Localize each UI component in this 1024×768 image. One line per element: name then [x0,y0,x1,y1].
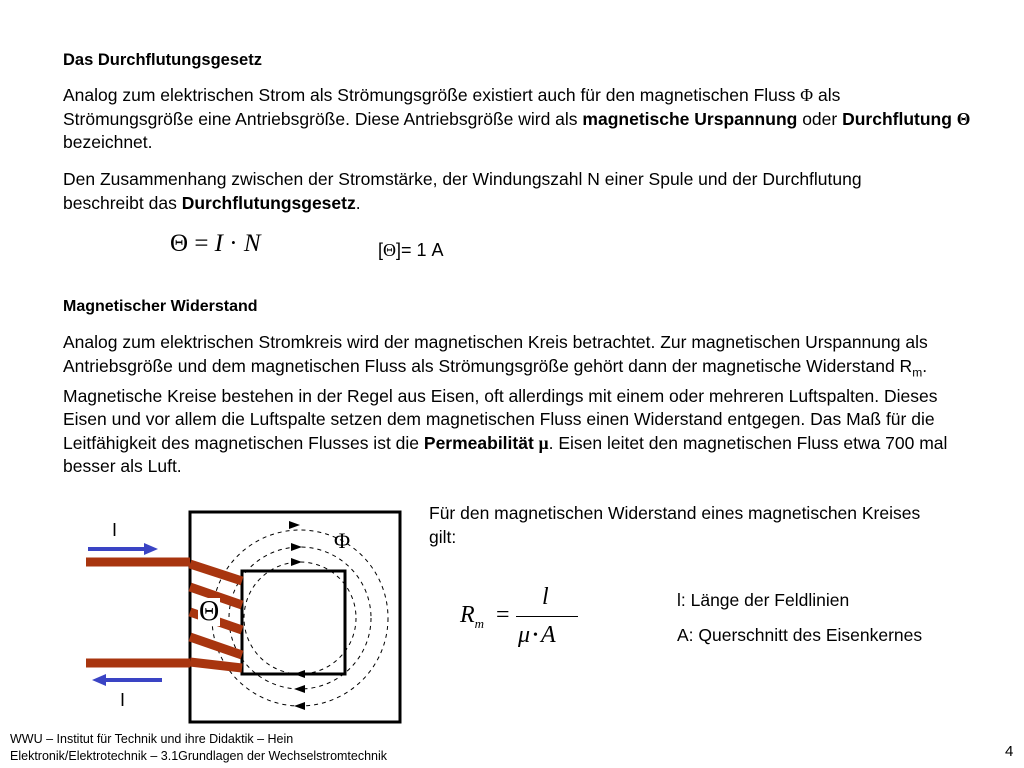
reluctance-intro: Für den magnetischen Widerstand eines magnetischen Kreises gilt: [429,503,921,547]
bold-permeabilitaet: Permeabilität [423,432,539,453]
bold-magnetische-urspannung: magnetische Urspannung [582,108,798,129]
iron-core-outer [190,512,400,722]
iron-core-window [242,571,345,674]
paragraph-zusammenhang: Den Zusammenhang zwischen der Stromstärke, der Windungszahl N einer Spule und der Durchflutung beschreibt das Durchflutungsgesetz. [63,169,862,213]
footer-line-1: WWU – Institut für Technik und ihre Didaktik – Hein [10,732,294,746]
formula-lhs: $R_m$ [460,602,485,631]
paragraph-durchflutung: Analog zum elektrischen Strom als Strömungsgröße existiert auch für den magnetischen Fluss Φ als Strömungsgröße eine Antriebsgröße. Diese Antriebsgröße wird als magnetische Urspannung oder Durchflutung Θ bezeichnet. [63,85,971,152]
formula-denominator: μ • A [518,622,556,648]
formula-reluctance [460,584,590,654]
current-label-bottom: I [120,690,126,710]
flux-label-phi: Φ [334,528,351,553]
fraction-bar [516,616,578,617]
paragraph-magnetischer-widerstand: Analog zum elektrischen Stromkreis wird der magnetischen Kreis betrachtet. Zur magnetischen Urspannung als Antriebsgröße und dem magnetischen Fluss als Strömungsgröße gehört dann der magnetische Widerstand $R_m$. Magnetische Kreise bestehen in der Regel aus Eisen, oft allerdings mit einem oder mehreren Luftspalten. Dieses Eisen und vor allem die Luftspalte setzen dem magnetischen Fluss einen Widerstand entgegen. Das Maß für die Leitfähigkeit des magnetischen Flusses ist die Permeabilität μ. Eisen leitet den magnetischen Fluss etwa 700 mal besser als Luft. [63,332,948,476]
flux-field-lines [212,530,388,706]
bold-durchflutung: Durchflutung [842,108,957,129]
definition-area: A: Querschnitt des Eisenkernes [677,625,923,645]
mmf-label-theta: Θ [199,596,220,627]
current-label-top: I [112,520,118,540]
formula-equals: = [496,602,510,628]
formula-durchflutung: Θ = I · N [170,230,261,257]
section-heading-durchflutungsgesetz: Das Durchflutungsgesetz [63,51,262,69]
theta-symbol: Θ [956,108,971,129]
footer [10,731,387,765]
bold-durchflutungsgesetz: Durchflutungsgesetz [181,192,356,213]
definition-length: l: Länge der Feldlinien [677,590,850,610]
section-heading-magnetischer-widerstand: Magnetischer Widerstand [63,298,258,315]
current-arrow-top [88,543,158,555]
flux-direction-arrows [289,521,305,710]
coil-lead-wires [86,562,190,663]
current-arrow-bottom [92,674,162,686]
footer-line-2: Elektronik/Elektrotechnik – 3.1Grundlagen der Wechselstromtechnik [10,749,388,763]
mu-symbol: μ [538,432,549,453]
unit-durchflutung: [Θ]= 1 A [378,240,444,260]
subscript-m: m [912,365,923,379]
page-number: 4 [1005,743,1014,760]
phi-symbol: Φ [800,85,814,105]
formula-numerator: l [542,584,549,610]
